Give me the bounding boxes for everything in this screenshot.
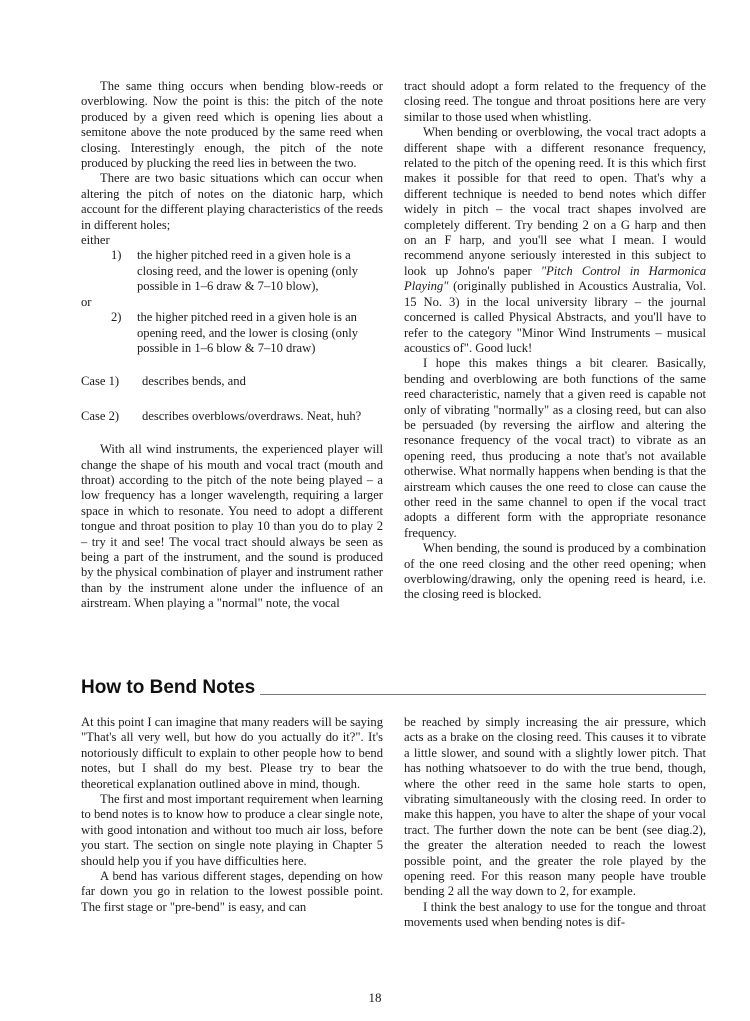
paragraph: I think the best analogy to use for the tongue and throat movements used when bending notes is dif- xyxy=(404,899,706,930)
case-label: Case 2) xyxy=(81,408,120,423)
column-top-right xyxy=(404,79,706,603)
paragraph-text: (originally published in Acoustics Australia, Vol. 15 No. 3) in the local university library – the journal concerned is called Physical Abstracts, and you'll have to refer to the category "Minor Wind Instruments – musical acoustics of". Good luck! xyxy=(404,279,706,355)
paragraph: A bend has various different stages, depending on how far down you go in relation to the lowest possible point. The first stage or "pre-bend" is easy, and can xyxy=(81,869,383,914)
paper-title: "Pitch Control in Harmonica Playing" xyxy=(404,263,707,294)
case-text: describes overblows/overdraws. Neat, huh? xyxy=(142,408,362,423)
list-label-or: or xyxy=(81,294,92,309)
paragraph: There are two basic situations which can occur when altering the pitch of notes on the diatonic harp, which account for the different playing characteristics of the reeds in different holes; xyxy=(81,171,383,232)
list-number: 2) xyxy=(111,310,122,325)
list-label-either: either xyxy=(81,233,110,248)
heading-rule xyxy=(260,694,706,695)
case-row xyxy=(81,374,383,389)
paragraph: When bending, the sound is produced by a combination of the one reed closing and the other reed opening; when overblowing/drawing, only the opening reed is heard, i.e. the closing reed is blocked. xyxy=(404,541,706,602)
paragraph: With all wind instruments, the experienced player will change the shape of his mouth and vocal tract (mouth and throat) according to the pitch of the note being played – a low frequency has a longer wavelength, requiring a larger space in which to resonate. You need to adopt a different tongue and throat position to play 10 than you do to play 2 – try it and see! The vocal tract should always be seen as being a part of the instrument, and the sound is produced by the physical combination of player and instrument rather than by the instrument alone under the influence of an airstream. When playing a "normal" note, the vocal xyxy=(81,442,383,611)
list-number: 1) xyxy=(111,248,122,263)
page-number: 18 xyxy=(368,990,382,1005)
paragraph: tract should adopt a form related to the frequency of the closing reed. The tongue and throat positions here are very similar to those used when whistling. xyxy=(404,79,706,124)
paragraph: At this point I can imagine that many readers will be saying "That's all very well, but how do you actually do it?". It's notoriously difficult to explain to other people how to bend notes, but I shall do my best. Please try to bear the theoretical explanation outlined above in mind, though. xyxy=(81,715,383,791)
paragraph-text: When bending or overblowing, the vocal tract adopts a different shape with a different resonance frequency, related to the pitch of the opening reed. It is this which first makes it possible for that reed to open. That's why a different technique is needed to bend notes which differ widely in pitch – the vocal tract shapes involved are completely different. Try bending 2 on a G harp and then on an F harp, and you'll see what I mean. I would recommend anyone seriously interested in this subject to look up Johno's paper xyxy=(404,125,706,278)
heading-text: How to Bend Notes xyxy=(81,677,256,698)
paragraph: The first and most important requirement when learning to bend notes is to know how to produce a clear single note, with good intonation and without too much air loss, before you start. The section on single note playing in Chapter 5 should help you if you have difficulties here. xyxy=(81,792,383,868)
paragraph: I hope this makes things a bit clearer. Basically, bending and overblowing are both functions of the same reed characteristic, namely that a given reed is capable not only of vibrating "normally" as a closing reed, but can also be persuaded (by reversing the airflow and altering the resonance frequency of the vocal tract) to vibrate as an opening reed, thus producing a note that's not available otherwise. What normally happens when bending is that the airstream which causes the one reed to close can cause the other reed in the same channel to open if the vocal tract adopts a different form with the appropriate resonance frequency. xyxy=(404,356,706,540)
column-bottom-right xyxy=(404,715,706,931)
list-text: the higher pitched reed in a given hole is a closing reed, and the lower is opening (only possible in 1–6 draw & 7–10 blow), xyxy=(137,248,359,294)
case-row xyxy=(81,409,383,424)
case-label: Case 1) xyxy=(81,374,120,389)
column-top-left xyxy=(81,79,383,612)
case-text: describes bends, and xyxy=(142,374,246,389)
section-heading xyxy=(81,677,706,699)
list-item xyxy=(81,248,383,294)
paragraph xyxy=(404,125,706,356)
paragraph: The same thing occurs when bending blow-reeds or overblowing. Now the point is this: the pitch of the note produced by a given reed which is opening lies about a semitone above the note produced by the same reed when closing. Interestingly enough, the pitch of the note produced by plucking the reed lies in between the two. xyxy=(81,79,383,171)
list-item xyxy=(81,310,383,356)
list-text: the higher pitched reed in a given hole is an opening reed, and the lower is closing (only possible in 1–6 blow & 7–10 draw) xyxy=(137,310,359,355)
column-bottom-left xyxy=(81,715,383,915)
paragraph: be reached by simply increasing the air pressure, which acts as a brake on the closing reed. This causes it to vibrate a little slower, and sound with a slightly lower pitch. That has nothing whatsoever to do with the true bend, though, where the other reed in the same hole starts to open, vibrating simultaneously with the closing reed. In order to make this happen, you have to alter the shape of your vocal tract. The further down the note can be bent (see diag.2), the greater the alteration needed to reach the lowest possible point, and the greater the role played by the opening reed. For this reason many people have trouble bending 2 all the way down to 2, for example. xyxy=(404,715,706,899)
